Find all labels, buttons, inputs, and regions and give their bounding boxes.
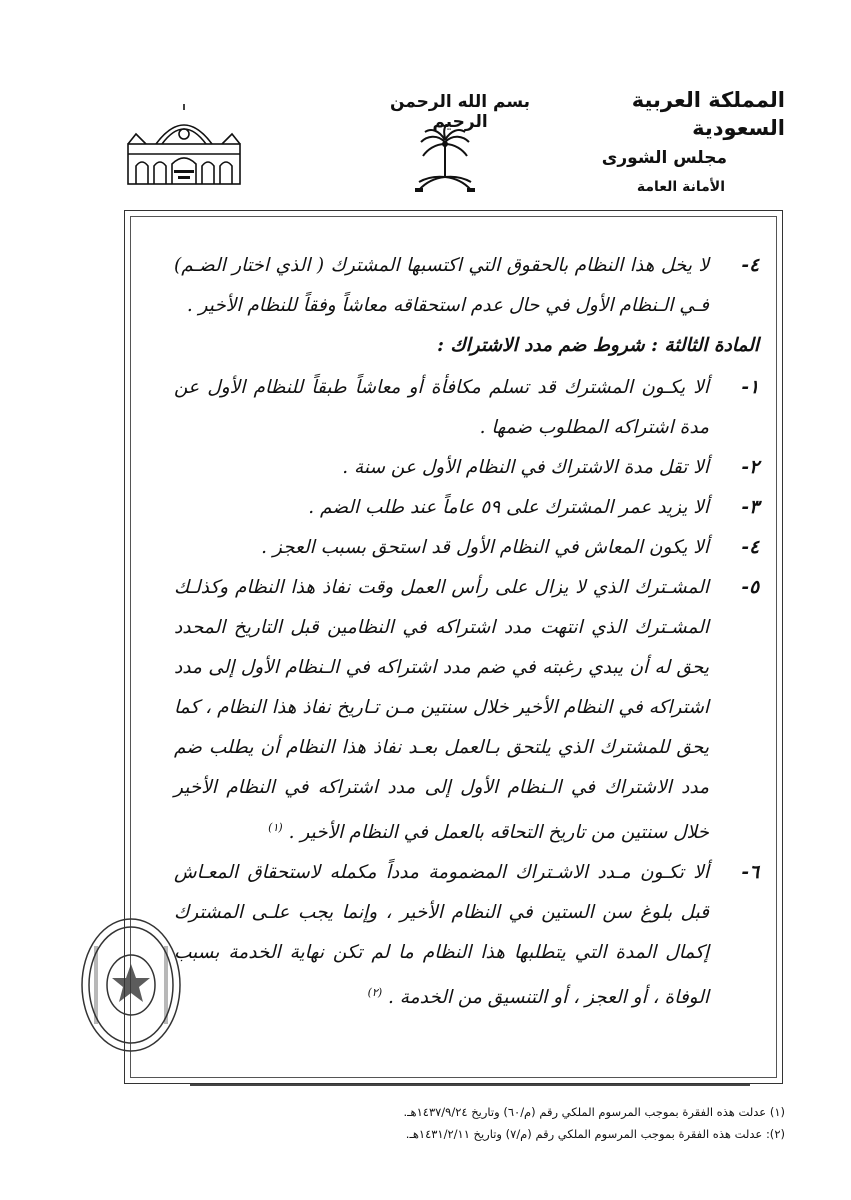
paragraph-item-4 <box>174 246 759 326</box>
item-text-content: المشـترك الذي لا يزال على رأس العمل وقت نفاذ هذا النظام وكذلـك المشـترك الذي انتهت مدد اشتراكه في النظامين قبل التاريخ المحدد يحق له أن يبدي رغبته في ضم مدد اشتراكه في الـنظام الأول إلى مدد اشتراكه في النظام الأخير خلال سنتين مـن تـاريخ نفاذ هذا النظام ، كما يحق للمشترك الذي يلتحق بـالعمل بعـد نفاذ هذا النظام أن يطلب ضم مدد الاشتراك في الـنظام الأول إلى مدد اشتراكه في النظام الأخير خلال سنتين من تاريخ التحاقه بالعمل في النظام الأخير . <box>174 577 709 844</box>
item-number: ٣- <box>741 497 759 518</box>
item-text: ألا يكـون المشترك قد تسلم مكافأة أو معاشاً طبقاً للنظام الأول عن مدة اشتراكه المطلوب ضمها . <box>174 377 709 438</box>
footnote-ref-1: (١) <box>268 821 283 834</box>
item-number: ٤- <box>741 255 759 276</box>
item-text <box>174 853 709 1018</box>
palm-swords-emblem-icon <box>413 124 477 196</box>
condition-item-5 <box>174 568 759 853</box>
item-number: ٥- <box>741 577 759 598</box>
condition-item-6 <box>174 853 759 1018</box>
item-text-content: ألا تكـون مـدد الاشـتراك المضمومة مدداً مكمله لاستحقاق المعـاش قبل بلوغ سن الستين في النظام الأخير ، وإنما يجب علـى المشترك إكمال المدة التي يتطلبها هذا النظام ما لم تكن نهاية الخدمة بسبب الوفاة ، أو العجز ، أو التنسيق من الخدمة . <box>174 862 709 1009</box>
item-number: ٤- <box>741 537 759 558</box>
footnote-1: (١) عدلت هذه الفقرة بموجب المرسوم الملكي رقم (م/٦٠) وتاريخ ١٤٣٧/٩/٢٤هـ. <box>403 1105 785 1119</box>
footnote-2: (٢): عدلت هذه الفقرة بموجب المرسوم الملكي رقم (م/٧) وتاريخ ١٤٣١/٢/١١هـ. <box>405 1127 785 1141</box>
condition-item-4 <box>174 528 759 568</box>
letterhead-block <box>545 86 785 200</box>
condition-item-3 <box>174 488 759 528</box>
basmala: بسم الله الرحمن الرحيم <box>389 92 531 132</box>
document-body <box>174 246 759 1018</box>
council-name: مجلس الشورى <box>601 148 727 168</box>
item-text <box>174 568 709 853</box>
item-text: ألا يكون المعاش في النظام الأول قد استحق بسبب العجز . <box>261 537 709 558</box>
kingdom-name: المملكة العربية السعودية <box>631 88 785 140</box>
item-text: لا يخل هذا النظام بالحقوق التي اكتسبها المشترك ( الذي اختار الضـم) فـي الـنظام الأول في حال عدم استحقاقه معاشاً وفقاً للنظام الأخير . <box>174 255 709 316</box>
item-text: ألا تقل مدة الاشتراك في النظام الأول عن سنة . <box>342 457 709 478</box>
footnote-ref-2: (٢) <box>367 986 383 1000</box>
condition-item-2 <box>174 448 759 488</box>
footnote-divider <box>190 1084 750 1086</box>
secretariat-name: الأمانة العامة <box>636 179 725 195</box>
article-heading: المادة الثالثة : شروط ضم مدد الاشتراك : <box>437 335 759 356</box>
item-number: ١- <box>741 377 759 398</box>
item-text: ألا يزيد عمر المشترك على ٥٩ عاماً عند طلب الضم . <box>308 497 709 518</box>
item-number: ٢- <box>741 457 759 478</box>
condition-item-1 <box>174 368 759 448</box>
council-building-logo-icon <box>126 104 242 186</box>
item-number: ٦- <box>741 862 759 884</box>
official-seal-stamp-icon <box>80 916 182 1054</box>
